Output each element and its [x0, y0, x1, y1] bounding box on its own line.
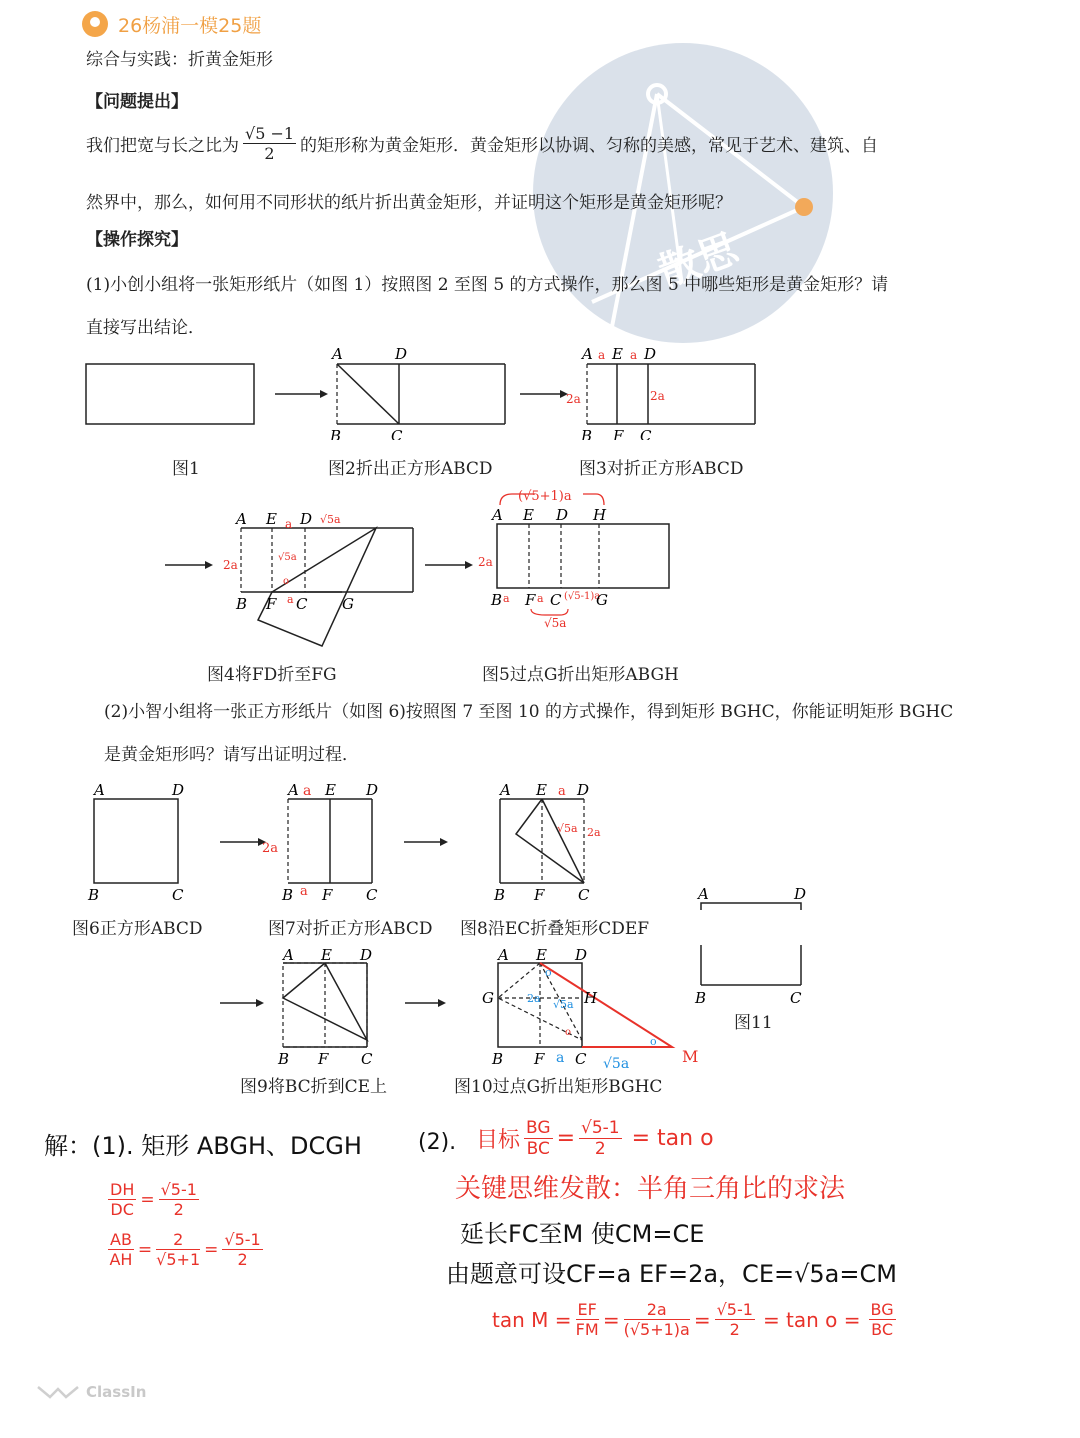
fig5-label-e: E — [523, 506, 534, 524]
eq2-left-num: AB — [110, 1230, 132, 1249]
fig9-label-e: E — [321, 946, 332, 964]
caption-fig3: 图3对折正方形ABCD — [579, 459, 744, 479]
solution-part2-goal: 目标 $\frac{BG}{BC}$ = $\frac{√5-1}{2}$ = tan o — [476, 1118, 714, 1159]
fig3-anno-a2: a — [630, 348, 638, 362]
fig6-label-c: C — [172, 886, 184, 904]
eq1-left-num: DH — [110, 1180, 135, 1199]
figures-row2 — [0, 480, 1080, 660]
fig8-label-f: F — [534, 886, 545, 904]
fig2-label-c: C — [391, 427, 403, 440]
tan-f3-den: 2 — [729, 1320, 740, 1339]
fig8-label-a: A — [500, 781, 511, 799]
fig5-label-h: H — [593, 506, 607, 524]
fig4-label-a: A — [236, 510, 247, 528]
eq2-mid-num: 2 — [156, 1230, 200, 1250]
intro-line2: 然界中，那么，如何用不同形状的纸片折出黄金矩形，并证明这个矩形是黄金矩形呢？ — [86, 193, 732, 213]
fig5-anno-a1: a — [503, 592, 510, 605]
fig3-anno-2a-right: 2a — [650, 389, 665, 403]
fig4-anno-sqrt5a: √5a — [320, 513, 341, 526]
tan-f3-num: √5-1 — [716, 1300, 753, 1319]
fig3-label-b: B — [581, 427, 593, 440]
fig5-label-d: D — [556, 506, 569, 524]
caption-fig5: 图5过点G折出矩形ABGH — [482, 665, 679, 685]
fig10-label-g: G — [482, 989, 494, 1007]
fig9-label-c: C — [361, 1050, 373, 1068]
fig11-label-c: C — [790, 989, 802, 1007]
fig1-rectangle — [86, 364, 254, 424]
fig4-anno-a: a — [285, 517, 293, 531]
caption-fig6: 图6正方形ABCD — [72, 919, 203, 939]
watermark-text: 散思 — [652, 224, 745, 297]
goal-val-num: √5-1 — [581, 1118, 620, 1138]
fig8-label-e: E — [536, 781, 547, 799]
solution-part1-title: 解：(1). 矩形 ABGH、DCGH — [44, 1132, 362, 1160]
fig3-label-e: E — [612, 345, 623, 363]
fig8-anno-a: a — [558, 784, 566, 799]
tan-f1-num: EF — [577, 1300, 597, 1319]
page-header — [82, 8, 261, 40]
fig8-anno-sqrt5a: √5a — [557, 822, 578, 835]
fig3-label-a: A — [582, 345, 593, 363]
fig10-anno-2a: 2a — [527, 992, 541, 1005]
fig4-anno-2a: 2a — [223, 558, 238, 572]
bulb-icon — [82, 11, 108, 37]
fig2-label-a: A — [332, 345, 343, 363]
fig3-label-d: D — [644, 345, 657, 363]
caption-fig8: 图8沿EC折叠矩形CDEF — [460, 919, 650, 939]
tan-head: tan M = — [492, 1307, 572, 1332]
fig7-anno-a-bottom: a — [300, 884, 308, 899]
caption-fig10: 图10过点G折出矩形BGHC — [454, 1077, 663, 1097]
fig7-anno-2a: 2a — [262, 841, 279, 856]
section-explore: 【操作探究】 — [86, 230, 188, 250]
caption-fig1: 图1 — [172, 459, 200, 479]
intro-line1 — [86, 124, 878, 163]
eq1-left-den: DC — [110, 1200, 134, 1219]
figures-row1 — [0, 340, 1080, 440]
goal-val-den: 2 — [594, 1139, 606, 1159]
fig10-label-a: A — [498, 946, 509, 964]
q1-line2: 直接写出结论． — [86, 318, 205, 338]
caption-fig7: 图7对折正方形ABCD — [268, 919, 433, 939]
fig11-label-b: B — [695, 989, 707, 1007]
fig5-anno-2a: 2a — [478, 555, 493, 569]
solution-step-extend: 延长FC至M 使CM=CE — [460, 1220, 705, 1248]
fig4-label-b: B — [236, 595, 248, 613]
fig10-anno-o-mid: o — [565, 1027, 572, 1038]
caption-fig11: 图11 — [734, 1013, 773, 1033]
fig5-label-f: F — [525, 591, 536, 609]
fig10-label-f: F — [534, 1050, 545, 1068]
fig4-label-e: E — [266, 510, 277, 528]
goal-tail: = tan o — [631, 1126, 714, 1151]
goal-label: 目标 — [476, 1128, 521, 1153]
fig8-label-c: C — [578, 886, 590, 904]
fig5-anno-a2: a — [537, 592, 544, 605]
fig7-label-b: B — [282, 886, 294, 904]
fig3-label-f: F — [613, 427, 624, 440]
fig10-label-h: H — [584, 989, 598, 1007]
fig4-label-c: C — [296, 595, 308, 613]
intro-before: 我们把宽与长之比为 — [86, 136, 239, 156]
footer-brand-text: ClassIn — [86, 1383, 147, 1401]
fig4-label-g: G — [342, 595, 354, 613]
fig11-label-a: A — [698, 885, 709, 903]
fig9-label-d: D — [360, 946, 373, 964]
fig4-label-f: F — [266, 595, 277, 613]
eq2-right-num: √5-1 — [224, 1230, 261, 1249]
eq2-left-den: AH — [109, 1250, 133, 1269]
solution-part2-title: (2). — [418, 1130, 457, 1155]
fig4-label-d: D — [300, 510, 313, 528]
figures-row3 — [0, 775, 1080, 910]
fig5-anno-sqrt5plus1a: (√5+1)a — [518, 489, 572, 504]
fig10-anno-o-top: o — [545, 966, 552, 979]
fig4-anno-a-bottom: a — [287, 593, 294, 606]
eq2-right-den: 2 — [237, 1250, 248, 1269]
eq1-right-den: 2 — [173, 1200, 184, 1219]
page-title: 26杨浦一模25题 — [118, 14, 262, 37]
fig5-anno-sqrt5a: √5a — [544, 616, 567, 630]
fig9-label-a: A — [283, 946, 294, 964]
ratio-numerator: √5 −1 — [245, 124, 295, 143]
fig10-label-m: M — [682, 1047, 699, 1066]
q2-line1: (2)小智小组将一张正方形纸片（如图 6)按照图 7 至图 10 的方式操作，得到矩形 BGHC，你能证明矩形 BGHC — [104, 702, 954, 722]
fig5-label-c: C — [550, 591, 562, 609]
tan-mid: = tan o = — [762, 1307, 861, 1332]
tan-f4-num: BG — [870, 1300, 894, 1319]
eq2-mid-den: √5+1 — [156, 1250, 201, 1269]
fig5-label-g: G — [596, 591, 608, 609]
problem-heading: 综合与实践：折黄金矩形 — [86, 50, 273, 70]
fig8-anno-2a: 2a — [587, 826, 601, 839]
fig5-anno-sqrt5minus1a: (√5-1)a — [564, 591, 601, 602]
tan-f2-num: 2a — [624, 1300, 690, 1320]
fig6-label-d: D — [172, 781, 185, 799]
classin-logo-icon — [36, 1383, 80, 1401]
fig7-label-c: C — [366, 886, 378, 904]
fig7-label-f: F — [322, 886, 333, 904]
intro-after: 的矩形称为黄金矩形．黄金矩形以协调、匀称的美感，常见于艺术、建筑、自 — [300, 136, 879, 156]
tan-f4-den: BC — [871, 1320, 894, 1339]
solution-part1-eq1: $\frac{DH}{DC}$ = $\frac{√5-1}{2}$ — [110, 1180, 197, 1219]
section-question: 【问题提出】 — [86, 92, 188, 112]
footer-brand — [36, 1383, 146, 1401]
fig10-anno-sqrt5a-bottom: √5a — [603, 1056, 630, 1072]
solution-tan-equation: tan M = $\frac{EF}{FM}$ = $\frac{2a}{(√5+1)a}$ = $\frac{√5-1}{2}$ = tan o = $\frac{BG}{BC}$ — [492, 1300, 894, 1339]
fig10-label-c: C — [575, 1050, 587, 1068]
fig11-label-d: D — [794, 885, 807, 903]
fig2-label-b: B — [330, 427, 342, 440]
fig4-anno-o1: o — [283, 576, 290, 587]
solution-key-idea: 关键思维发散：半角三角比的求法 — [455, 1174, 846, 1204]
fig3-anno-a1: a — [598, 348, 606, 362]
goal-num: BG — [526, 1118, 551, 1138]
tan-f1-den: FM — [575, 1320, 599, 1339]
fig10-label-d: D — [575, 946, 588, 964]
caption-fig2: 图2折出正方形ABCD — [328, 459, 493, 479]
fig7-label-a: A — [288, 781, 299, 799]
fig10-anno-sqrt5a: √5a — [553, 998, 574, 1011]
fig7-anno-a-top: a — [303, 783, 312, 799]
fig8-label-d: D — [577, 781, 590, 799]
caption-fig4: 图4将FD折至FG — [207, 665, 337, 685]
fig10-anno-a: a — [556, 1050, 565, 1066]
fig8-label-b: B — [494, 886, 506, 904]
fig4-anno-sqrt5a-inner: √5a — [278, 552, 297, 563]
figures-row4 — [0, 945, 1080, 1075]
tan-f2-den: (√5+1)a — [623, 1320, 690, 1339]
fig9-label-f: F — [318, 1050, 329, 1068]
fig5-label-a: A — [492, 506, 503, 524]
fig5-label-b: B — [491, 591, 503, 609]
q1-line1: (1)小创小组将一张矩形纸片（如图 1）按照图 2 至图 5 的方式操作，那么图 5 中哪些矩形是黄金矩形？请 — [86, 275, 889, 295]
fig7-label-e: E — [325, 781, 336, 799]
solution-part1-eq2: $\frac{AB}{AH}$ = $\frac{2}{√5+1}$ = $\frac{√5-1}{2}$ — [109, 1230, 261, 1269]
eq1-right-num: √5-1 — [160, 1180, 197, 1199]
ratio-denominator: 2 — [264, 144, 275, 163]
fig10-label-b: B — [492, 1050, 504, 1068]
fig3-label-c: C — [640, 427, 652, 440]
caption-fig9: 图9将BC折到CE上 — [240, 1077, 388, 1097]
fig7-label-d: D — [366, 781, 379, 799]
fig10-label-e: E — [536, 946, 547, 964]
fig6-label-a: A — [94, 781, 105, 799]
golden-ratio-fraction — [243, 124, 296, 163]
solution-step-assume: 由题意可设CF=a EF=2a，CE=√5a=CM — [446, 1260, 897, 1288]
fig3-anno-2a-left: 2a — [566, 392, 581, 406]
fig10-anno-o-m: o — [650, 1035, 657, 1048]
fig2-label-d: D — [395, 345, 408, 363]
fig9-label-b: B — [278, 1050, 290, 1068]
q2-line2: 是黄金矩形吗？请写出证明过程． — [104, 745, 359, 765]
goal-den: BC — [526, 1139, 550, 1159]
fig6-label-b: B — [88, 886, 100, 904]
